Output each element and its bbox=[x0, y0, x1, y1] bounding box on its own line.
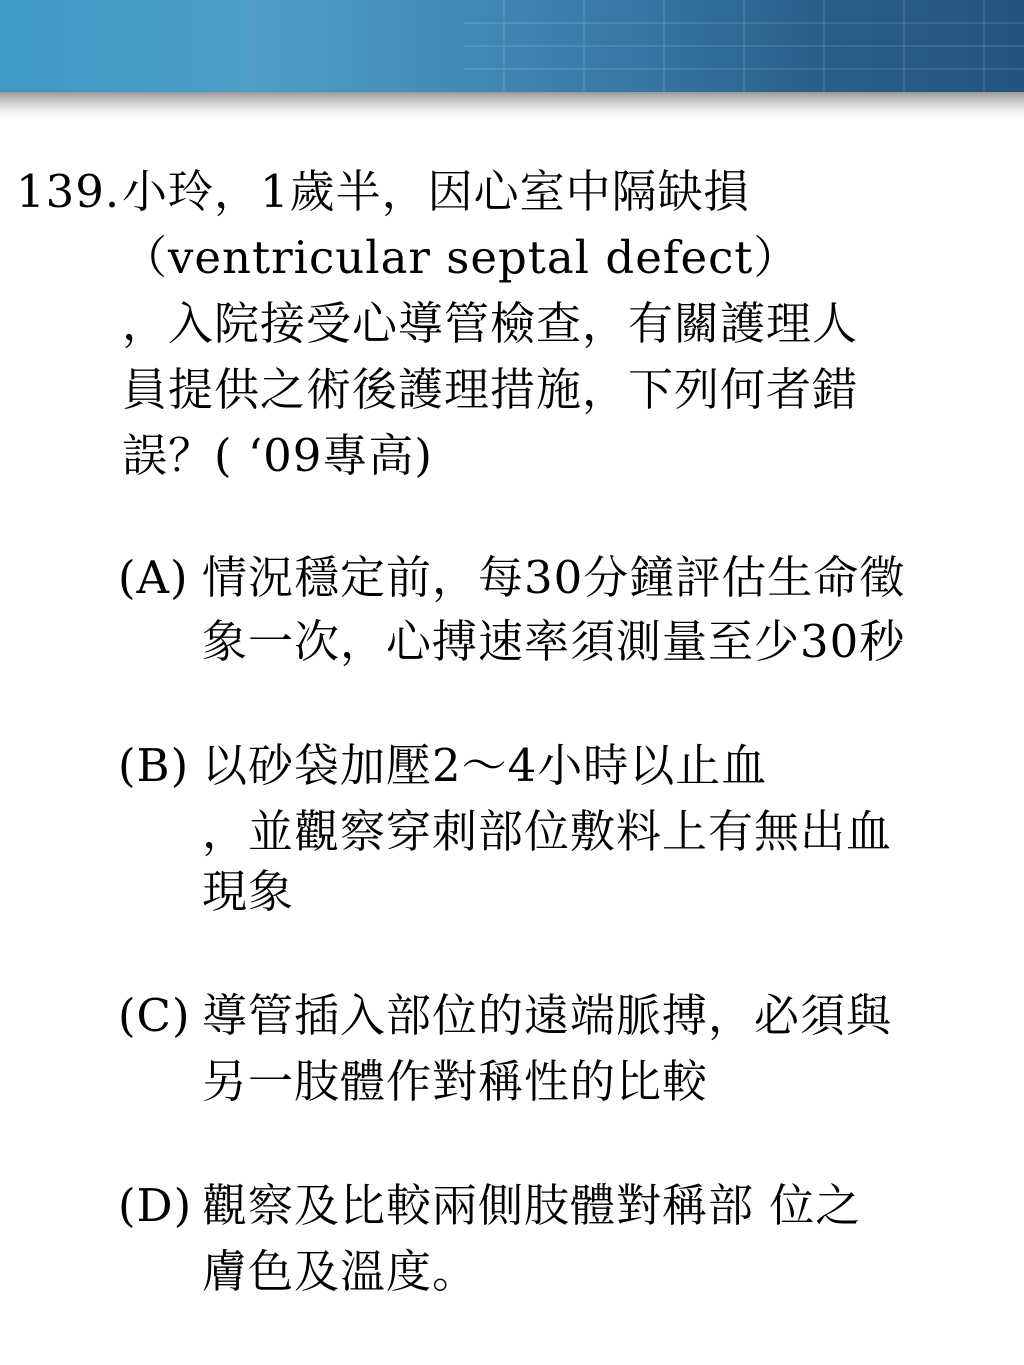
option-c-text: 另一肢體作對稱性的比較 bbox=[202, 1055, 709, 1108]
option-b-text: 現象 bbox=[202, 865, 295, 918]
question-stem-line: ，入院接受心導管檢查，有關護理人 bbox=[122, 297, 859, 350]
option-c-text: 導管插入部位的遠端脈搏，必須與 bbox=[202, 989, 893, 1042]
option-b-text: 以砂袋加壓2～4小時以止血 bbox=[202, 739, 768, 792]
question-stem-line: 員提供之術後護理措施，下列何者錯 bbox=[122, 363, 859, 416]
option-a-label: (A) bbox=[118, 551, 189, 604]
option-c-label: (C) bbox=[118, 989, 191, 1042]
option-d-text: 膚色及溫度。 bbox=[202, 1245, 479, 1298]
option-d-text: 觀察及比較兩側肢體對稱部 位之 bbox=[202, 1179, 862, 1232]
option-a-text: 情況穩定前，每30分鐘評估生命徵 bbox=[202, 551, 906, 604]
question-stem-line: （ventricular septal defect） bbox=[122, 231, 800, 284]
option-b-label: (B) bbox=[118, 739, 190, 792]
question-number: 139. bbox=[16, 165, 121, 218]
question-stem-line: 誤？( ‘09專高) bbox=[122, 429, 433, 482]
question-stem-line: 小玲，1歲半，因心室中隔缺損 bbox=[122, 165, 750, 218]
option-b-text: ，並觀察穿刺部位敷料上有無出血 bbox=[202, 805, 893, 858]
option-a-text: 象一次，心搏速率須測量至少30秒 bbox=[202, 615, 906, 668]
option-d-label: (D) bbox=[118, 1179, 193, 1232]
